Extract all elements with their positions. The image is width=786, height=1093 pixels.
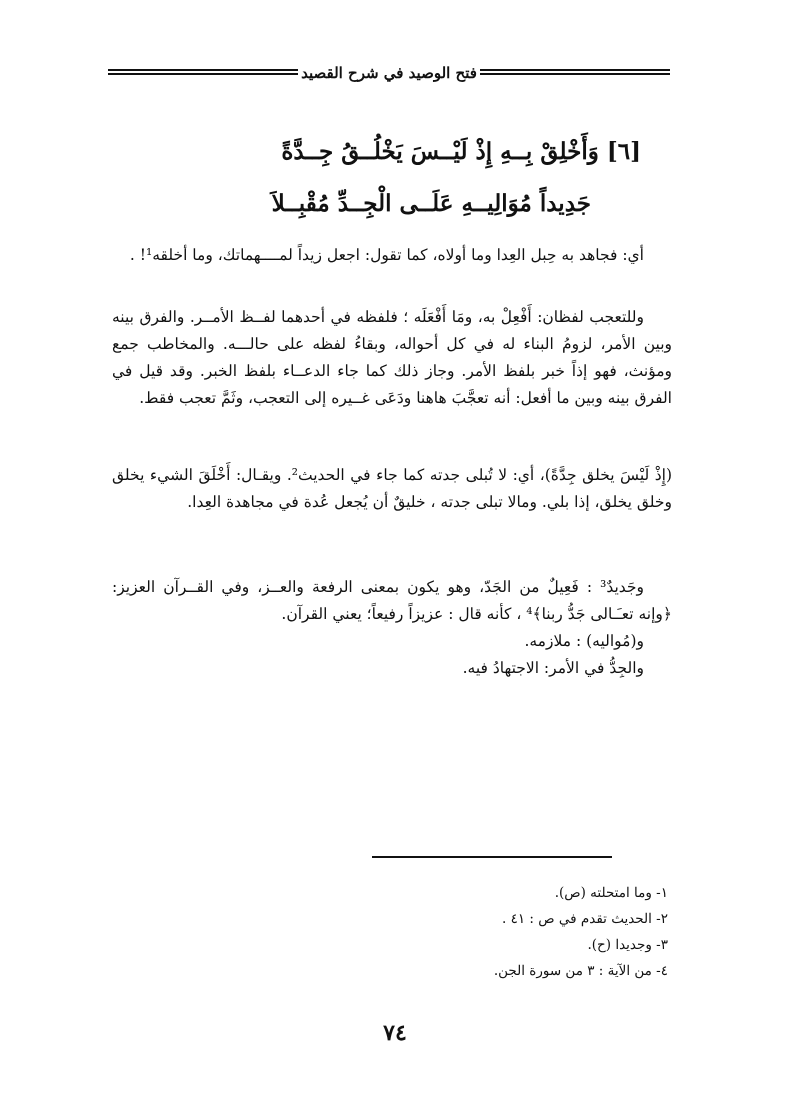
footnote-separator — [372, 856, 612, 858]
commentary-paragraph-4 — [112, 574, 672, 682]
verse-line-1: [٦] وَأَخْلِقْ بِــهِ إِذْ لَيْــسَ يَخْلُــقُ جِــدَّةً — [281, 138, 641, 165]
header-rule-left — [108, 69, 298, 78]
page-number: ٧٤ — [383, 1020, 407, 1046]
footnote-2: ٢- الحديث تقدم في ص : ٤١ . — [502, 911, 668, 927]
paragraph-text: وجَديدٌ³ : فَعِيلٌ من الجَدّ، وهو يكون بمعنى الرفعة والعــز، وفي القــرآن العزيز: ﴿وإنه تعـَـالى جَدُّ ربنا﴾⁴ ، كأنه قال : عزيزاً رفيعاً؛ يعني القرآن. — [112, 578, 672, 623]
commentary-paragraph-1 — [112, 242, 672, 269]
paragraph-text: (إِذْ لَيْسَ يخلق جِدَّةً)، أي: لا تُبلى جدته كما جاء في الحديث². ويقـال: أَخْلَقَ الشيء يخلق وخلق يخلق، إذا بلي. ومالا تبلى جدته ، خليقٌ أن يُجعل عُدة في مجاهدة العِدا. — [112, 466, 672, 511]
commentary-paragraph-3 — [112, 462, 672, 516]
footnote-3: ٣- وجديدا (ح). — [587, 937, 668, 953]
paragraph-text: و(مُواليه) : ملازمه. — [524, 632, 644, 650]
footnote-4: ٤- من الآية : ٣ من سورة الجن. — [493, 963, 668, 979]
footnotes — [494, 880, 668, 984]
header-rule-right — [480, 69, 670, 78]
commentary-paragraph-2 — [112, 304, 672, 412]
header-title: فتح الوصيد في شرح القصيد — [301, 64, 477, 82]
running-header — [108, 60, 670, 86]
verse-line-2: جَدِيداً مُوَالِيــهِ عَلَــى الْجِــدِّ مُقْبِــلاَ — [271, 190, 591, 217]
paragraph-text: والجِدُّ في الأمر: الاجتهادُ فيه. — [462, 659, 644, 677]
paragraph-text: أي: فجاهد به حِبل العِدا وما أولاه، كما تقول: اجعل زيداً لمــــهماتك، وما أخلقه¹! . — [129, 246, 644, 264]
paragraph-text: وللتعجب لفظان: أَفْعِلْ به، ومَا أَفْعَلَه ؛ فلفظه في أحدهما لفــظ الأمــر. والفرق بينه وبين الأمر، لزومُ البناء له في كل أحواله، وبقاءُ لفظه على حالـــه. والمخاطب جمع ومؤنث، فهو إذاً خبر بلفظ الأمر. وجاز ذلك كما جاء الدعــاء بلفظ الخبر. وقد قيل في الفرق بينه وبين ما أفعل: أنه تعجَّبَ هاهنا ودَعَى غــيره إلى التعجب، وثَمَّ تعجب فقط. — [112, 308, 672, 407]
footnote-1: ١- وما امتحلته (ص). — [554, 885, 668, 901]
